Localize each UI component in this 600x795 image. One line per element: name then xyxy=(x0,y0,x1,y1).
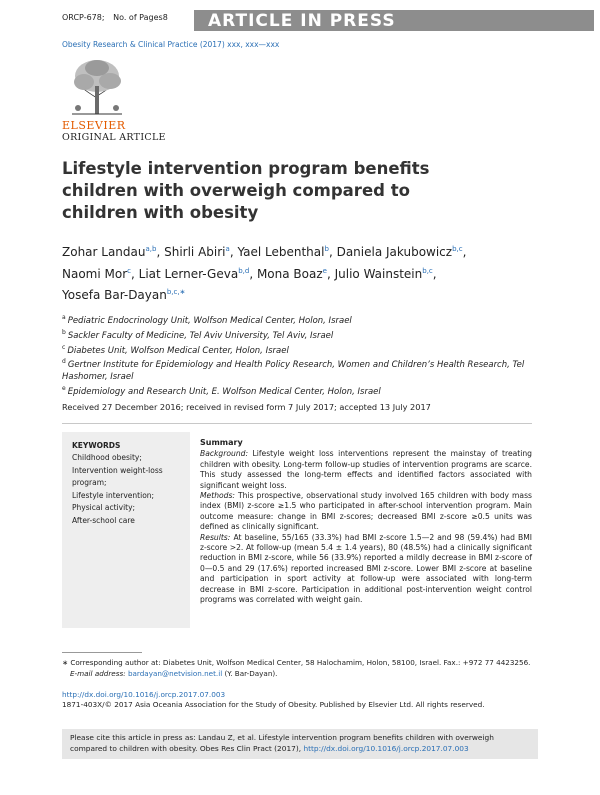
article-history-dates: Received 27 December 2016; received in revised form 7 July 2017; accepted 13 July 2017 xyxy=(62,402,431,412)
affiliation: $^b$ Sackler Faculty of Medicine, Tel Aviv University, Tel Aviv, Israel xyxy=(62,328,334,341)
affiliation: $^e$ Epidemiology and Research Unit, E. Wolfson Medical Center, Holon, Israel xyxy=(62,385,381,398)
elsevier-wordmark: ELSEVIER xyxy=(62,119,126,132)
corresponding-author-footnote: ∗ Corresponding author at: Diabetes Unit, Wolfson Medical Center, 58 Halochamim, Holon, 58100, Israel. Fax.: +972 77 4423256. E-mail address: bardayan@netvision.net.il (Y. Bar-Dayan). xyxy=(62,658,531,678)
article-title: Lifestyle intervention program benefits children with overweigh compared to children with obesity xyxy=(62,159,430,222)
keyword-item: Childhood obesity; xyxy=(72,453,142,462)
citation-doi-link[interactable]: http://dx.doi.org/10.1016/j.orcp.2017.07.003 xyxy=(303,744,469,753)
keywords-list xyxy=(72,452,182,527)
author[interactable]: Julio Wainstein$^{b,c}$ xyxy=(334,266,433,281)
abstract-results: Results: At baseline, 55/165 (33.3%) had BMI z-score 1.5—2 and 98 (59.4%) had BMI z-score >2. At follow-up (mean 5.4 ± 1.4 years), 80 (48.5%) had a clinically significant reduction in BMI z-score, while 56 (33.9%) reported a mildly decrease in BMI z-score of 0—0.5 and 29 (17.6%) reported increased BMI z-score. Lower BMI z-score at baseline and participation in sport activity at follow-up were associated with long-term decrease in BMI z-score. Participation in additional post-intervention weight control programs was correlated with weight gain. xyxy=(200,532,532,605)
doi-link[interactable]: http://dx.doi.org/10.1016/j.orcp.2017.07.003 xyxy=(62,690,226,699)
header-meta xyxy=(62,13,174,22)
author[interactable]: Mona Boaz$^e$ xyxy=(256,266,327,281)
keyword-item: Intervention weight-loss program; xyxy=(72,465,163,487)
affiliation: $^d$ Gertner Institute for Epidemiology and Health Policy Research, Women and Children’s Health Research, Tel Hashomer, Israel xyxy=(62,358,525,383)
affiliation: $^a$ Pediatric Endocrinology Unit, Wolfson Medical Center, Holon, Israel xyxy=(62,314,352,326)
elsevier-tree-logo xyxy=(62,56,132,118)
author[interactable]: Shirli Abiri$^a$ xyxy=(164,245,230,259)
abstract xyxy=(200,438,532,606)
abstract-heading: Summary xyxy=(200,438,243,447)
author[interactable]: Yosefa Bar-Dayan$^{b,c,∗}$ xyxy=(62,288,186,302)
banner-text: ARTICLE IN PRESS xyxy=(208,11,396,31)
author[interactable]: Daniela Jakubowicz$^{b,c}$ xyxy=(336,245,463,259)
author[interactable]: Liat Lerner-Geva$^{b,d}$ xyxy=(138,266,250,281)
author-email-link[interactable]: bardayan@netvision.net.il xyxy=(127,668,223,678)
keyword-item: After-school care xyxy=(72,515,135,525)
abstract-background: Background: Lifestyle weight loss interventions represent the mainstay of treating children with obesity. Long-term follow-up studies of intervention programs are scarce. This study assessed the long-term effects and identified factors associated with significant weight loss. xyxy=(200,449,532,490)
copyright-line: 1871-403X/© 2017 Asia Oceania Association for the Study of Obesity. Published by Elsevier Ltd. All rights reserved. xyxy=(62,700,485,709)
affiliation-list xyxy=(62,312,532,398)
article-code: ORCP-678; xyxy=(62,13,105,22)
keyword-item: Lifestyle intervention; xyxy=(72,490,155,500)
abstract-methods: Methods: This prospective, observational study involved 165 children with body mass index (BMI) z-score ≥1.5 who participated in after-school intervention program. Main outcome measure: change in BMI z-scores; decreased BMI z-score ≥0.5 units was defined as clinically significant. xyxy=(200,491,532,532)
keyword-item: Physical activity; xyxy=(72,503,136,512)
divider xyxy=(62,423,532,424)
author[interactable]: Zohar Landau$^{a,b}$ xyxy=(62,245,157,259)
author[interactable]: Yael Lebenthal$^b$ xyxy=(237,245,329,259)
citation-text: Please cite this article in press as: Landau Z, et al. Lifestyle intervention program benefits children with overweigh compared to children with obesity. Obes Res Clin Pract (2017), http://dx.doi.org/10.1016/j.orcp.2017.07.003 xyxy=(70,733,494,753)
article-in-press-banner xyxy=(194,10,594,31)
page-count: No. of Pages8 xyxy=(113,13,168,22)
author-list: Zohar Landau$^{a,b}$, Shirli Abiri$^a$, Yael Lebenthal$^b$, Daniela Jakubowicz$^{b,c}$, Naomi Mor$^c$, Liat Lerner-Geva$^{b,d}$, Mona Boaz$^e$, Julio Wainstein$^{b,c}$, Yosefa Bar-Dayan$^{b,c,∗}$ xyxy=(62,245,467,302)
footnote-rule xyxy=(62,652,142,653)
author[interactable]: Naomi Mor$^c$ xyxy=(62,266,131,281)
journal-citation-line[interactable]: Obesity Research & Clinical Practice (2017) xxx, xxx—xxx xyxy=(62,40,280,49)
affiliation: $^c$ Diabetes Unit, Wolfson Medical Center, Holon, Israel xyxy=(62,343,289,356)
keywords-heading: KEYWORDS xyxy=(72,441,121,450)
article-type: ORIGINAL ARTICLE xyxy=(62,132,166,143)
